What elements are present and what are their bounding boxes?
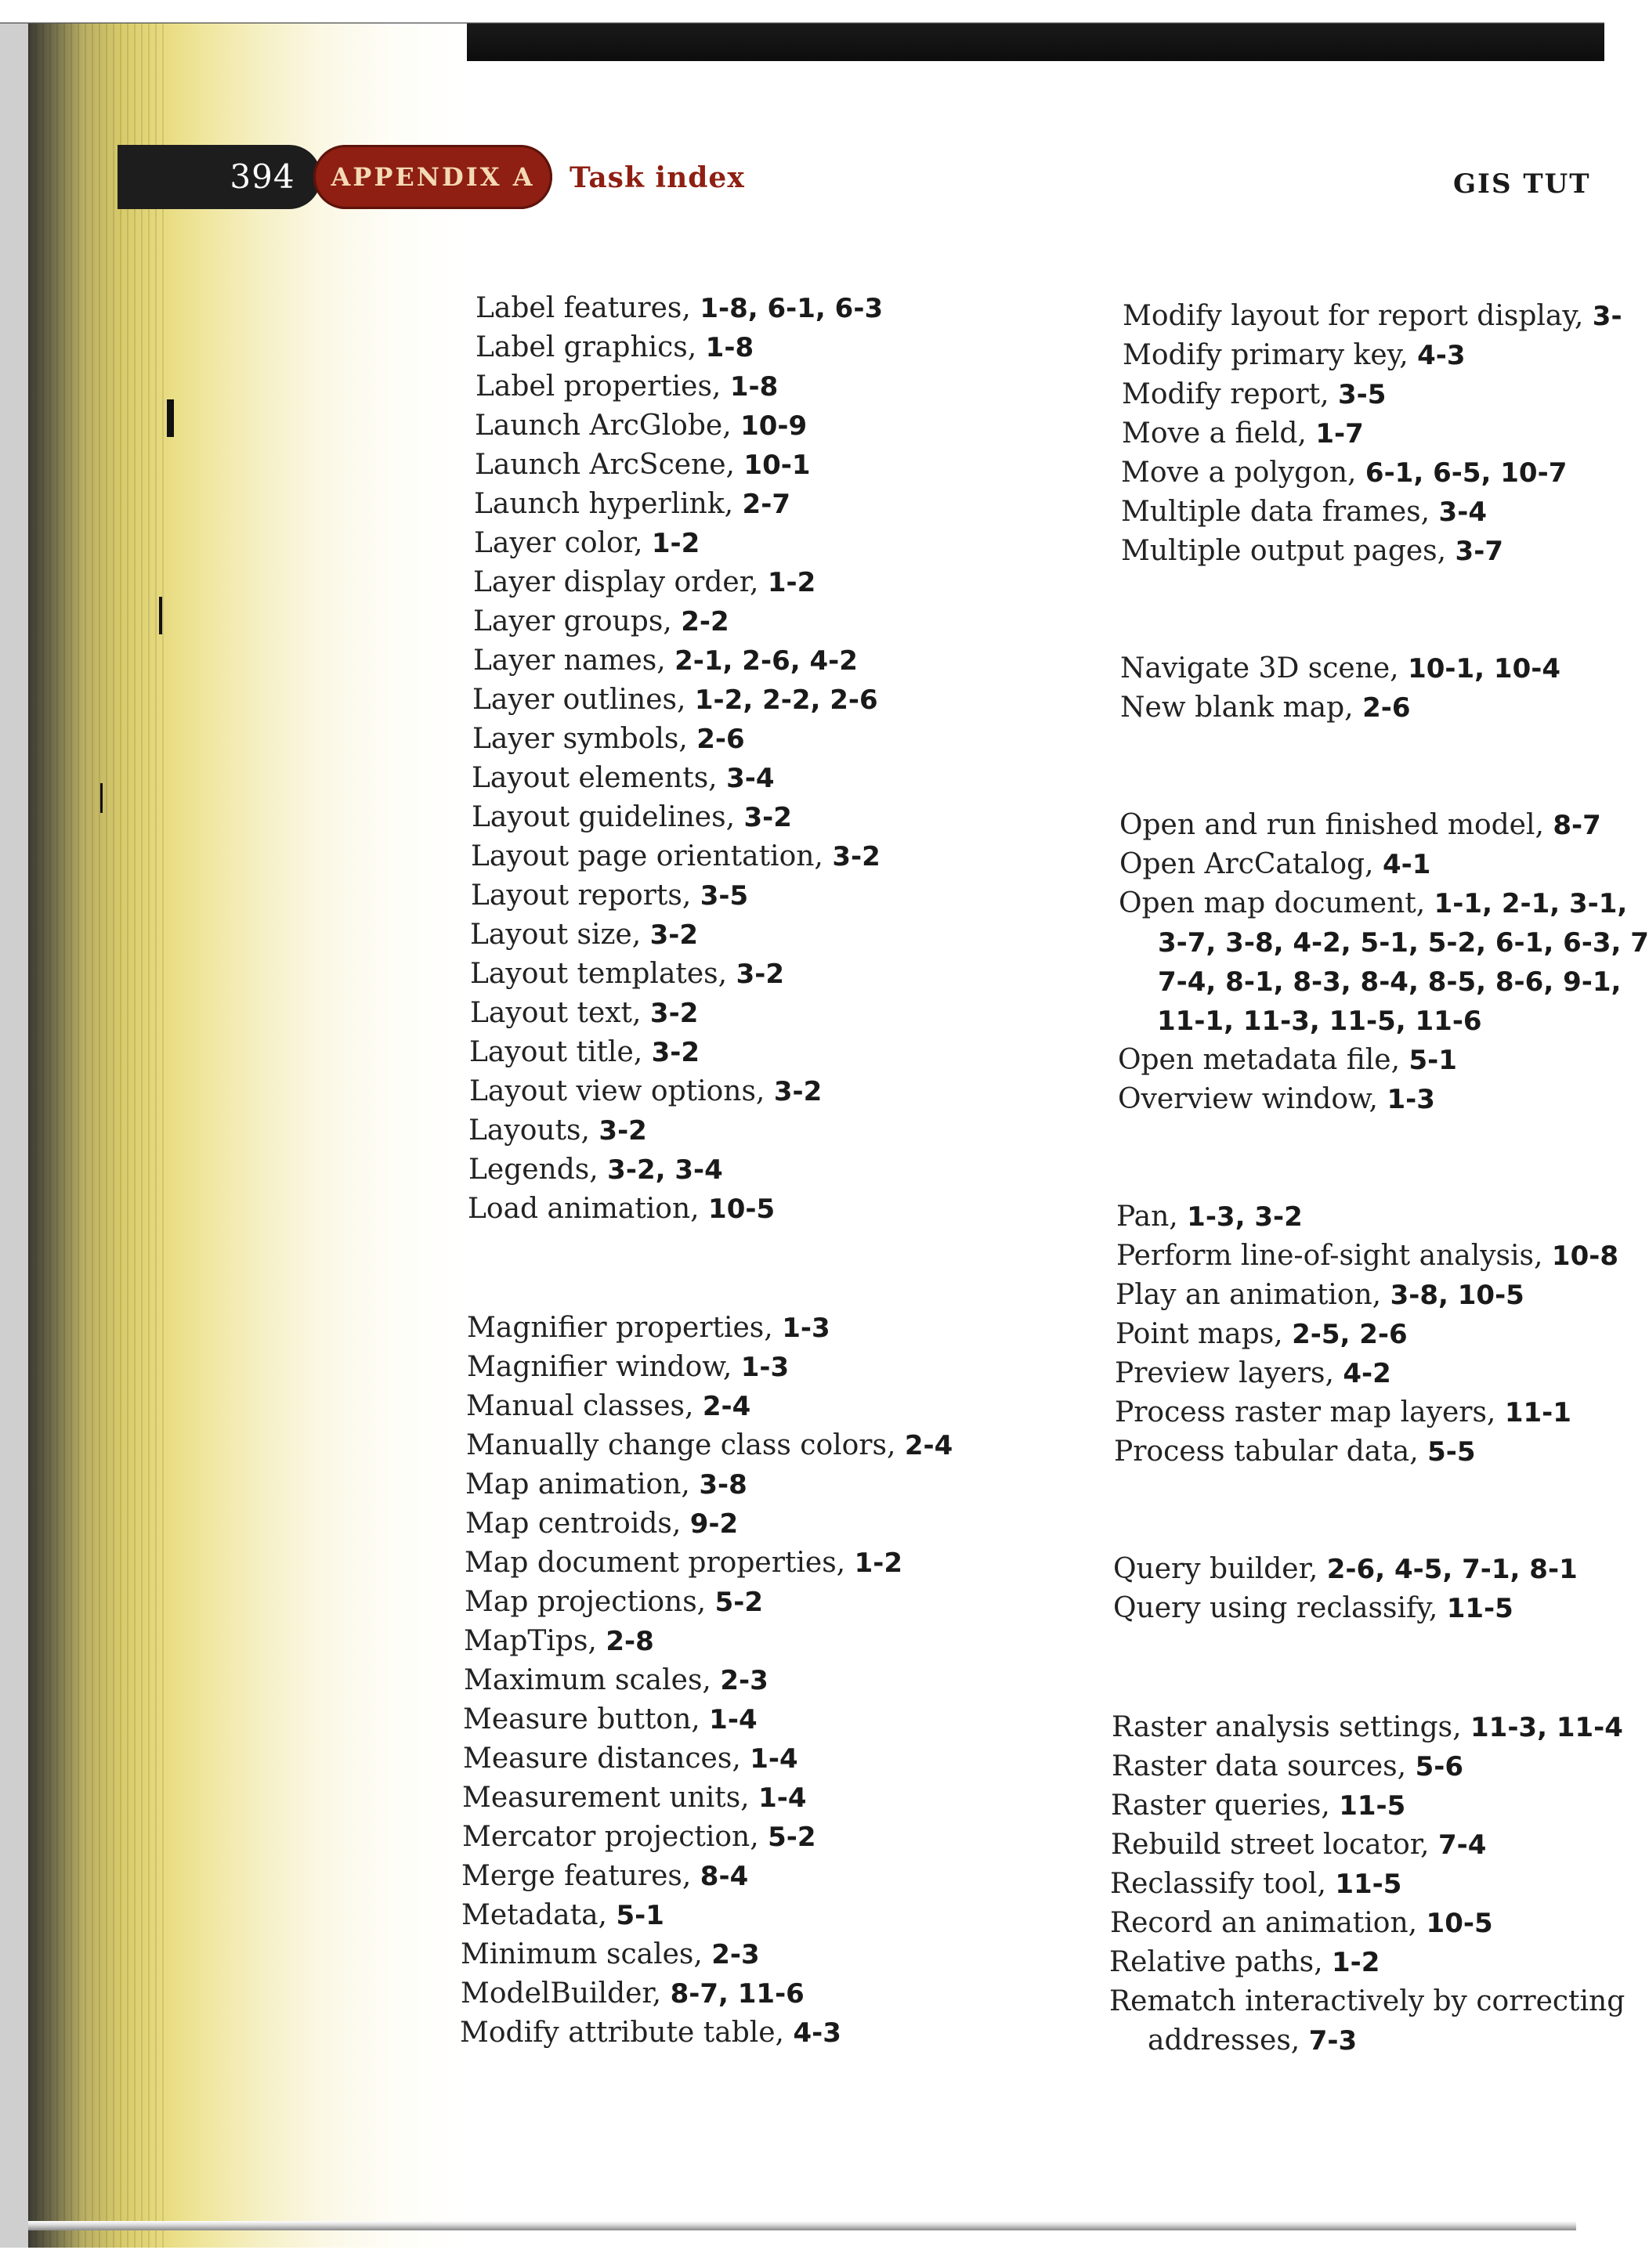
- index-refs: 3-: [1592, 301, 1622, 332]
- index-entry: [473, 642, 1006, 680]
- index-term: Layout page orientation,: [471, 840, 823, 872]
- index-refs: 4-1: [1382, 849, 1431, 880]
- index-refs: 1-7: [1315, 418, 1364, 450]
- index-entry: [1111, 1787, 1573, 1825]
- index-term: Open and run finished model,: [1119, 809, 1544, 841]
- index-term: ModelBuilder,: [461, 1977, 662, 2010]
- index-term: Rebuild street locator,: [1111, 1829, 1430, 1861]
- index-term: Reclassify tool,: [1110, 1868, 1326, 1900]
- index-term: Layout size,: [470, 919, 642, 951]
- index-refs: 3-2, 3-4: [607, 1154, 723, 1186]
- index-entry: [472, 681, 1005, 719]
- index-entry: [466, 1388, 999, 1425]
- index-entry: [1121, 533, 1583, 570]
- index-term: Magnifier properties,: [467, 1312, 773, 1344]
- index-entry: [475, 446, 1007, 484]
- index-refs: 1-4: [750, 1743, 798, 1775]
- index-term: Layout title,: [469, 1036, 643, 1068]
- index-term: Process tabular data,: [1114, 1436, 1419, 1468]
- index-term: Modify attribute table,: [460, 2017, 784, 2049]
- index-term: Map animation,: [465, 1468, 690, 1501]
- index-refs: 3-4: [726, 763, 775, 794]
- index-refs: 3-2: [649, 998, 699, 1029]
- running-head: GIS TUT: [1453, 168, 1591, 200]
- index-entry: [464, 1623, 996, 1660]
- index-entry: [474, 486, 1007, 523]
- index-entry: [472, 720, 1005, 758]
- index-entry: [471, 838, 1004, 876]
- index-entry: [461, 1897, 994, 1934]
- index-term: Rematch interactively by correcting: [1109, 1985, 1625, 2017]
- index-term: Perform line-of-sight analysis,: [1116, 1240, 1543, 1272]
- index-refs: 5-6: [1415, 1751, 1463, 1782]
- index-term: Modify report,: [1122, 378, 1329, 410]
- index-term: Layout text,: [470, 997, 642, 1029]
- index-entry: [1113, 1551, 1578, 1588]
- index-refs: 4-2: [1343, 1358, 1391, 1389]
- index-term: Manually change class colors,: [466, 1429, 896, 1461]
- index-term: Open map document,: [1119, 887, 1426, 919]
- index-refs: 3-7: [1455, 536, 1503, 567]
- index-entry-continued: [1158, 924, 1649, 962]
- index-refs: 10-1: [743, 450, 811, 481]
- index-refs: 1-2: [854, 1548, 902, 1579]
- index-refs: 3-8: [699, 1469, 747, 1501]
- index-entry: [461, 1858, 994, 1895]
- index-refs: 5-5: [1427, 1436, 1476, 1468]
- index-entry: [1116, 1277, 1578, 1314]
- index-term: Layer display order,: [473, 566, 759, 598]
- index-entry: [1109, 1983, 1625, 2021]
- index-term: Map document properties,: [465, 1547, 846, 1579]
- index-refs: 9-2: [689, 1508, 739, 1540]
- index-entry: [1119, 807, 1601, 844]
- index-term: Raster analysis settings,: [1112, 1711, 1462, 1743]
- index-refs: 2-4: [702, 1391, 751, 1422]
- index-term: Label properties,: [476, 370, 721, 403]
- index-entry: [1118, 1042, 1580, 1079]
- index-entry: [1111, 1826, 1573, 1864]
- index-term: Merge features,: [461, 1860, 692, 1892]
- index-refs: 4-3: [793, 2017, 841, 2049]
- index-term: Point maps,: [1116, 1318, 1283, 1350]
- index-refs: 2-6: [696, 724, 745, 755]
- index-term: Relative paths,: [1109, 1946, 1323, 1978]
- index-refs: 1-4: [709, 1704, 758, 1735]
- index-entry: [468, 1151, 1001, 1189]
- index-entry: [473, 564, 1006, 601]
- index-refs: 10-8: [1551, 1241, 1619, 1272]
- index-refs: 1-4: [758, 1782, 807, 1814]
- index-refs: 1-3: [782, 1313, 830, 1344]
- index-refs: 7-3: [1308, 2025, 1358, 2057]
- index-entry: [464, 1662, 996, 1699]
- scan-speck: [159, 597, 162, 634]
- index-refs: 11-1, 11-3, 11-5, 11-6: [1157, 1006, 1482, 1037]
- index-refs: 1-3: [740, 1352, 790, 1383]
- index-refs: 1-3: [1387, 1084, 1435, 1115]
- index-refs: 10-1, 10-4: [1408, 653, 1560, 684]
- index-term: Modify layout for report display,: [1123, 300, 1584, 332]
- index-refs: 5-1: [616, 1900, 664, 1931]
- index-term: Measure distances,: [463, 1743, 741, 1775]
- index-refs: 2-4: [904, 1430, 953, 1461]
- index-refs: 2-6: [1362, 692, 1411, 724]
- index-term: Move a field,: [1122, 417, 1307, 450]
- index-entry: [1116, 1237, 1619, 1275]
- index-entry: [1118, 1081, 1580, 1118]
- index-refs: 2-1, 2-6, 4-2: [674, 645, 858, 677]
- index-entry: [1112, 1709, 1623, 1746]
- index-term: Multiple data frames,: [1121, 496, 1430, 528]
- section-title: Task index: [570, 161, 745, 194]
- scan-speck: [100, 783, 103, 813]
- index-term: Measure button,: [463, 1703, 700, 1735]
- index-entry-continued: [1158, 963, 1622, 1001]
- index-entry: [468, 1112, 1001, 1150]
- index-entry-continued: [1148, 2022, 1610, 2060]
- index-refs: 2-5, 2-6: [1292, 1319, 1408, 1350]
- index-refs: 10-5: [708, 1194, 776, 1225]
- index-entry: [1113, 1590, 1575, 1627]
- index-refs: 10-9: [740, 410, 808, 442]
- index-term: Raster queries,: [1111, 1789, 1330, 1822]
- index-refs: 2-7: [742, 489, 790, 520]
- index-refs: 3-7, 3-8, 4-2, 5-1, 5-2, 6-1, 6-3, 7: [1158, 927, 1649, 959]
- index-term: Layer symbols,: [472, 723, 688, 755]
- index-term: Map projections,: [465, 1586, 707, 1618]
- index-term: Raster data sources,: [1112, 1750, 1407, 1782]
- index-refs: 3-4: [1438, 497, 1487, 528]
- book-page-stack: [28, 23, 169, 2248]
- index-entry: [467, 1349, 1000, 1386]
- index-term: Layout view options,: [469, 1075, 765, 1107]
- index-refs: 2-6, 4-5, 7-1, 8-1: [1326, 1554, 1578, 1585]
- index-entry-continued: [1157, 1002, 1580, 1040]
- index-term: Open metadata file,: [1118, 1044, 1401, 1076]
- index-term: Layer color,: [474, 527, 643, 559]
- index-refs: 1-2: [767, 567, 816, 598]
- index-entry: [1109, 1944, 1571, 1981]
- index-entry: [1114, 1433, 1576, 1471]
- index-entry: [470, 955, 1003, 993]
- index-term: Launch ArcScene,: [475, 449, 735, 481]
- index-refs: 8-7, 11-6: [670, 1978, 805, 2010]
- index-term: Query using reclassify,: [1113, 1592, 1438, 1624]
- index-entry: [1120, 689, 1582, 727]
- index-entry: [1116, 1198, 1578, 1236]
- index-entry: [1121, 493, 1583, 531]
- index-term: Map centroids,: [465, 1508, 682, 1540]
- index-entry: [1122, 376, 1584, 414]
- index-term: Play an animation,: [1116, 1279, 1382, 1311]
- index-term: Mercator projection,: [462, 1821, 759, 1853]
- index-entry: [461, 1936, 993, 1974]
- index-refs: 7-4, 8-1, 8-3, 8-4, 8-5, 8-6, 9-1,: [1158, 966, 1622, 998]
- index-term: Move a polygon,: [1121, 457, 1357, 489]
- index-refs: 11-5: [1335, 1869, 1402, 1900]
- index-refs: 1-1, 2-1, 3-1,: [1434, 888, 1628, 919]
- index-refs: 5-1: [1409, 1045, 1457, 1076]
- index-term: Metadata,: [461, 1899, 607, 1931]
- index-entry: [465, 1584, 997, 1621]
- index-refs: 8-4: [700, 1861, 749, 1892]
- scan-speck: [167, 399, 174, 437]
- index-entry: [1123, 298, 1622, 335]
- index-refs: 2-3: [720, 1665, 768, 1696]
- index-term: Multiple output pages,: [1121, 535, 1447, 567]
- index-entry: [476, 368, 1008, 406]
- index-refs: 3-5: [1338, 379, 1387, 410]
- index-entry: [1119, 846, 1582, 883]
- index-refs: 3-2: [743, 802, 792, 833]
- index-refs: 1-2: [1331, 1947, 1380, 1978]
- index-refs: 3-2: [773, 1076, 823, 1107]
- index-refs: 1-3, 3-2: [1187, 1201, 1303, 1233]
- index-term: Load animation,: [468, 1193, 700, 1225]
- index-term: Overview window,: [1118, 1083, 1378, 1115]
- index-entry: [1123, 337, 1585, 374]
- index-term: Launch ArcGlobe,: [475, 410, 732, 442]
- index-term: Layer names,: [473, 645, 666, 677]
- index-refs: 3-2: [598, 1115, 647, 1147]
- index-refs: 3-2: [649, 919, 699, 951]
- index-refs: 4-3: [1417, 340, 1466, 371]
- appendix-label: APPENDIX A: [331, 162, 535, 192]
- index-term: MapTips,: [464, 1625, 597, 1657]
- index-term: Query builder,: [1113, 1553, 1318, 1585]
- index-term: Legends,: [468, 1154, 598, 1186]
- index-term: Layer outlines,: [472, 684, 686, 716]
- index-entry: [469, 1034, 1002, 1071]
- index-refs: 11-1: [1504, 1397, 1571, 1428]
- index-entry: [471, 877, 1004, 915]
- index-entry: [462, 1818, 995, 1856]
- index-refs: 3-8, 10-5: [1390, 1280, 1524, 1311]
- index-term: Manual classes,: [466, 1390, 694, 1422]
- index-term: Process raster map layers,: [1115, 1396, 1496, 1428]
- index-refs: 11-5: [1339, 1790, 1406, 1822]
- index-refs: 3-2: [736, 959, 784, 990]
- index-entry: [467, 1309, 1000, 1347]
- index-entry: [1116, 1316, 1578, 1353]
- index-term: addresses,: [1148, 2024, 1300, 2057]
- index-refs: 11-5: [1446, 1593, 1513, 1624]
- index-entry: [1121, 454, 1583, 492]
- index-entry: [474, 525, 1007, 562]
- index-refs: 2-3: [711, 1939, 760, 1970]
- index-refs: 3-2: [651, 1037, 700, 1068]
- index-refs: 3-5: [700, 880, 749, 912]
- index-refs: 3-2: [832, 841, 881, 872]
- index-entry: [1120, 650, 1582, 688]
- index-refs: 5-2: [768, 1822, 816, 1853]
- index-entry: [465, 1544, 997, 1582]
- index-term: Layouts,: [468, 1114, 590, 1147]
- index-entry: [460, 2014, 993, 2052]
- index-entry: [469, 1073, 1002, 1111]
- index-entry: [476, 290, 1008, 327]
- index-entry: [466, 1427, 999, 1464]
- index-entry: [465, 1466, 998, 1504]
- index-entry: [1110, 1905, 1572, 1942]
- scan-bottom-edge: [28, 2221, 1576, 2230]
- index-refs: 1-2, 2-2, 2-6: [694, 684, 878, 716]
- index-refs: 1-2: [651, 528, 700, 559]
- index-entry: [470, 995, 1003, 1032]
- index-refs: 11-3, 11-4: [1470, 1712, 1623, 1743]
- index-entry: [463, 1740, 996, 1778]
- index-refs: 6-1, 6-5, 10-7: [1365, 457, 1568, 489]
- index-refs: 5-2: [714, 1587, 764, 1618]
- index-term: Record an animation,: [1110, 1907, 1418, 1939]
- index-entry: [1119, 885, 1628, 923]
- index-refs: 8-7: [1553, 810, 1601, 841]
- index-refs: 1-8: [705, 332, 754, 363]
- index-term: Pan,: [1116, 1201, 1178, 1233]
- index-entry: [1112, 1748, 1574, 1786]
- index-term: Launch hyperlink,: [474, 488, 734, 520]
- index-term: Preview layers,: [1115, 1357, 1334, 1389]
- index-term: Open ArcCatalog,: [1119, 848, 1374, 880]
- index-entry: [462, 1779, 995, 1817]
- index-term: Measurement units,: [462, 1782, 750, 1814]
- index-term: Label features,: [476, 292, 691, 324]
- index-term: Layout guidelines,: [472, 801, 736, 833]
- index-term: Label graphics,: [476, 331, 697, 363]
- index-term: New blank map,: [1120, 692, 1354, 724]
- index-refs: 10-5: [1426, 1908, 1493, 1939]
- index-entry: [476, 329, 1008, 367]
- index-entry: [472, 799, 1004, 836]
- index-term: Maximum scales,: [464, 1664, 711, 1696]
- scan-left-edge: [0, 23, 28, 2248]
- page-number: 394: [230, 157, 295, 196]
- index-entry: [475, 407, 1007, 445]
- index-entry: [1115, 1394, 1577, 1432]
- index-term: Minimum scales,: [461, 1938, 703, 1970]
- index-entry: [463, 1701, 996, 1739]
- index-entry: [472, 760, 1004, 797]
- index-term: Navigate 3D scene,: [1120, 652, 1399, 684]
- index-term: Layout elements,: [472, 762, 718, 794]
- index-entry: [1115, 1355, 1577, 1392]
- index-entry: [470, 916, 1003, 954]
- index-refs: 2-2: [681, 606, 729, 637]
- index-entry: [473, 603, 1006, 641]
- index-term: Modify primary key,: [1123, 339, 1409, 371]
- index-entry: [461, 1975, 993, 2013]
- index-entry: [468, 1190, 1000, 1228]
- index-refs: 1-8, 6-1, 6-3: [700, 293, 884, 324]
- index-entry: [1122, 415, 1584, 453]
- index-refs: 2-8: [606, 1626, 654, 1657]
- index-term: Layout templates,: [470, 958, 728, 990]
- index-term: Magnifier window,: [467, 1351, 732, 1383]
- index-refs: 1-8: [729, 371, 779, 403]
- index-term: Layout reports,: [471, 879, 692, 912]
- index-entry: [1110, 1865, 1572, 1903]
- index-entry: [465, 1505, 998, 1543]
- index-refs: 7-4: [1437, 1829, 1487, 1861]
- index-term: Layer groups,: [473, 605, 672, 637]
